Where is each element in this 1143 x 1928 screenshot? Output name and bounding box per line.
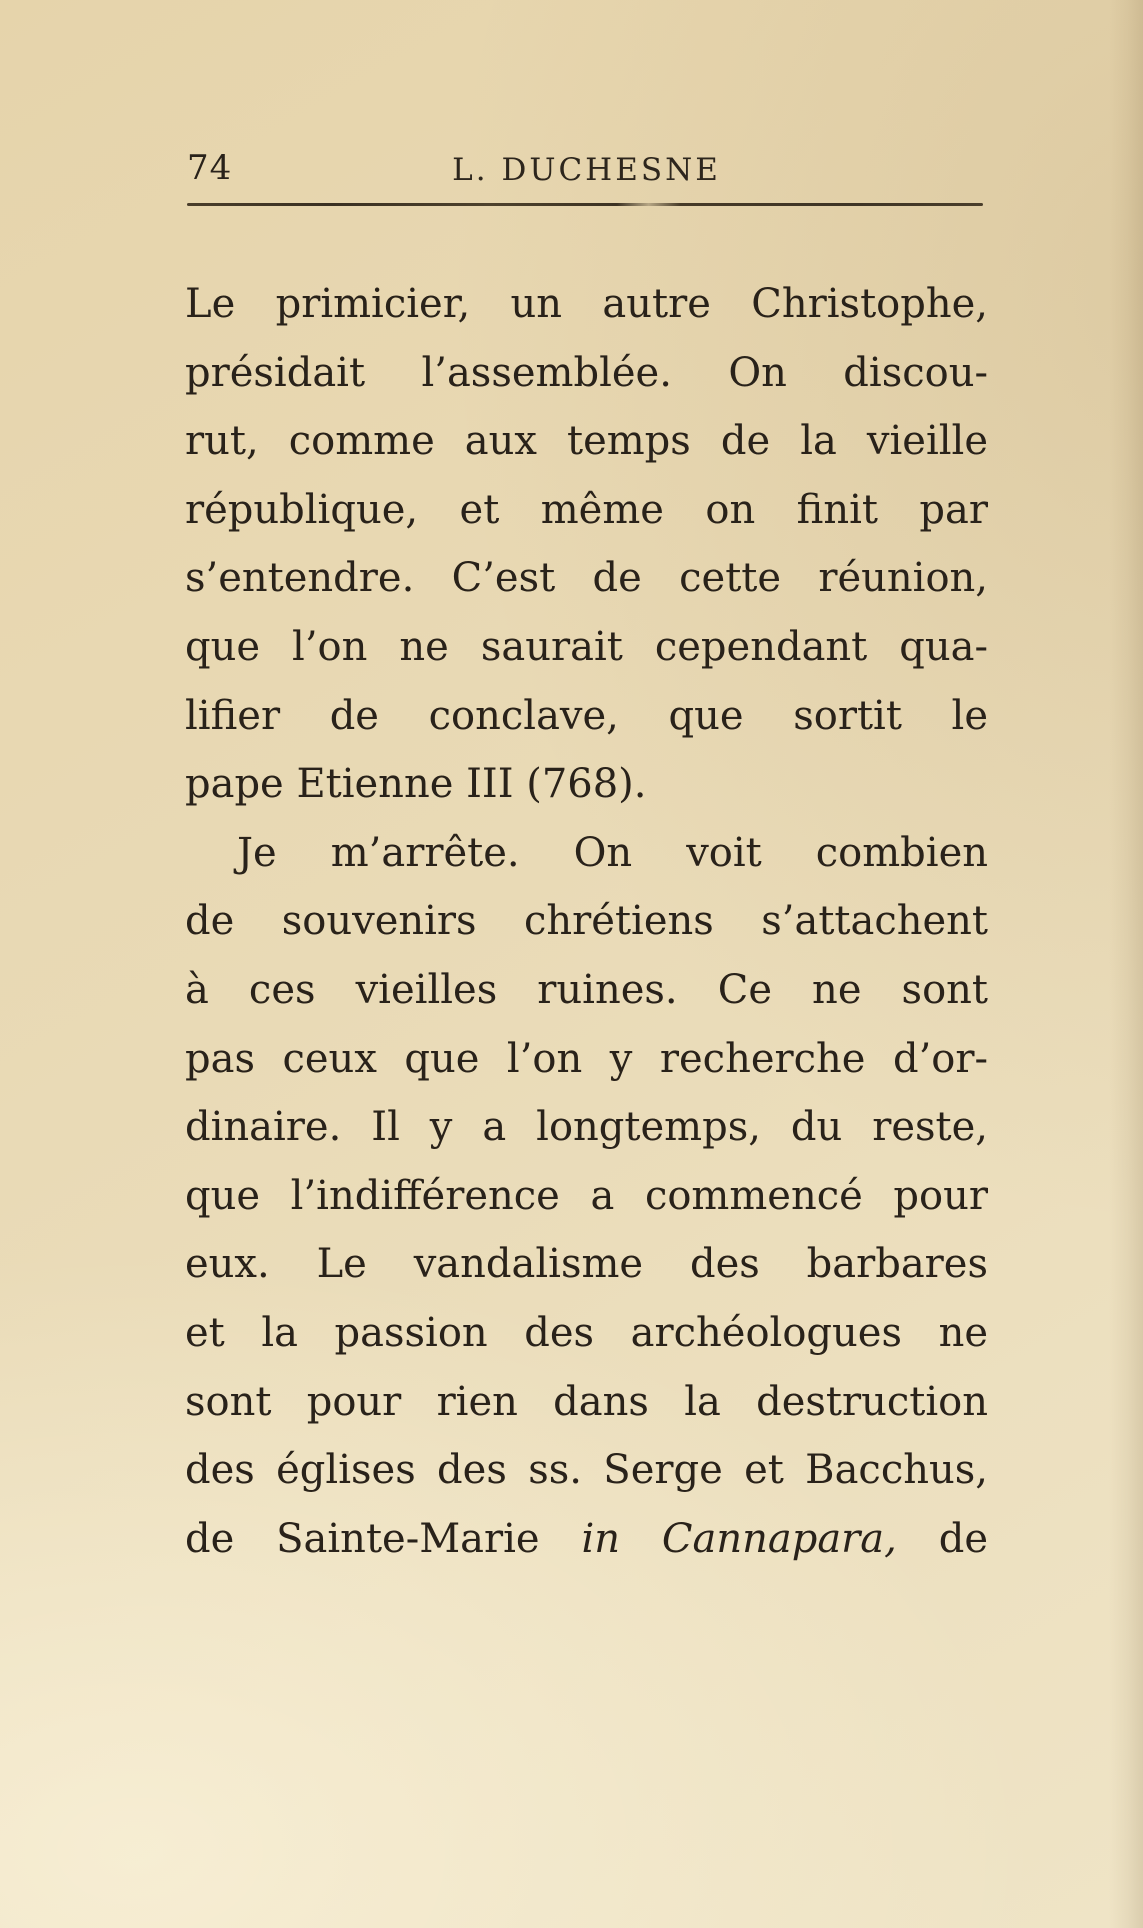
running-title: L. DUCHESNE bbox=[452, 152, 721, 188]
text-line bbox=[185, 1162, 988, 1231]
text-line bbox=[185, 270, 988, 339]
text-segment: Le primicier, un autre Christophe, bbox=[185, 281, 988, 327]
text-segment: que l’on ne saurait cependant qua- bbox=[185, 623, 988, 670]
text-line bbox=[185, 339, 988, 408]
text-line bbox=[185, 887, 988, 956]
text-segment: s’entendre. C’est de cette réunion, bbox=[185, 555, 988, 602]
italic-text-segment: in Cannapara, bbox=[581, 1515, 897, 1562]
text-segment: de bbox=[896, 1515, 988, 1562]
text-line bbox=[185, 819, 988, 888]
text-segment: à ces vieilles ruines. Ce ne sont bbox=[185, 966, 988, 1013]
text-line bbox=[185, 1368, 988, 1437]
text-line bbox=[185, 1299, 988, 1368]
text-line bbox=[185, 750, 988, 819]
text-segment: pas ceux que l’on y recherche d’or- bbox=[185, 1035, 988, 1082]
text-segment: sont pour rien dans la destruction bbox=[185, 1378, 988, 1425]
page-text bbox=[185, 270, 988, 1573]
text-segment: dinaire. Il y a longtemps, du reste, bbox=[185, 1104, 988, 1151]
text-segment: pape Etienne III (768). bbox=[185, 761, 647, 808]
text-segment: Je m’arrête. On voit combien bbox=[237, 829, 988, 876]
text-segment: république, et même on finit par bbox=[185, 486, 988, 533]
text-segment: de souvenirs chrétiens s’attachent bbox=[185, 898, 988, 945]
text-segment: lifier de conclave, que sortit le bbox=[185, 692, 988, 739]
text-line bbox=[185, 1505, 988, 1574]
text-segment: et la passion des archéologues ne bbox=[185, 1309, 988, 1356]
text-line bbox=[185, 544, 988, 613]
page-edge-shadow bbox=[1109, 0, 1143, 1928]
text-line bbox=[185, 407, 988, 476]
text-line bbox=[185, 956, 988, 1025]
text-segment: eux. Le vandalisme des barbares bbox=[185, 1241, 988, 1288]
text-segment: présidait l’assemblée. On discou- bbox=[185, 349, 988, 396]
text-line bbox=[185, 1025, 988, 1094]
text-line bbox=[185, 682, 988, 751]
text-segment: rut, comme aux temps de la vieille bbox=[185, 418, 988, 465]
text-segment: des églises des ss. Serge et Bacchus, bbox=[185, 1447, 988, 1494]
text-line bbox=[185, 1093, 988, 1162]
text-line bbox=[185, 613, 988, 682]
header-rule bbox=[187, 203, 983, 206]
page-number: 74 bbox=[187, 148, 233, 188]
text-segment: que l’indifférence a commencé pour bbox=[185, 1172, 988, 1219]
text-segment: de Sainte-Marie bbox=[185, 1515, 582, 1562]
text-line bbox=[185, 1436, 988, 1505]
text-line bbox=[185, 1230, 988, 1299]
text-line bbox=[185, 476, 988, 545]
